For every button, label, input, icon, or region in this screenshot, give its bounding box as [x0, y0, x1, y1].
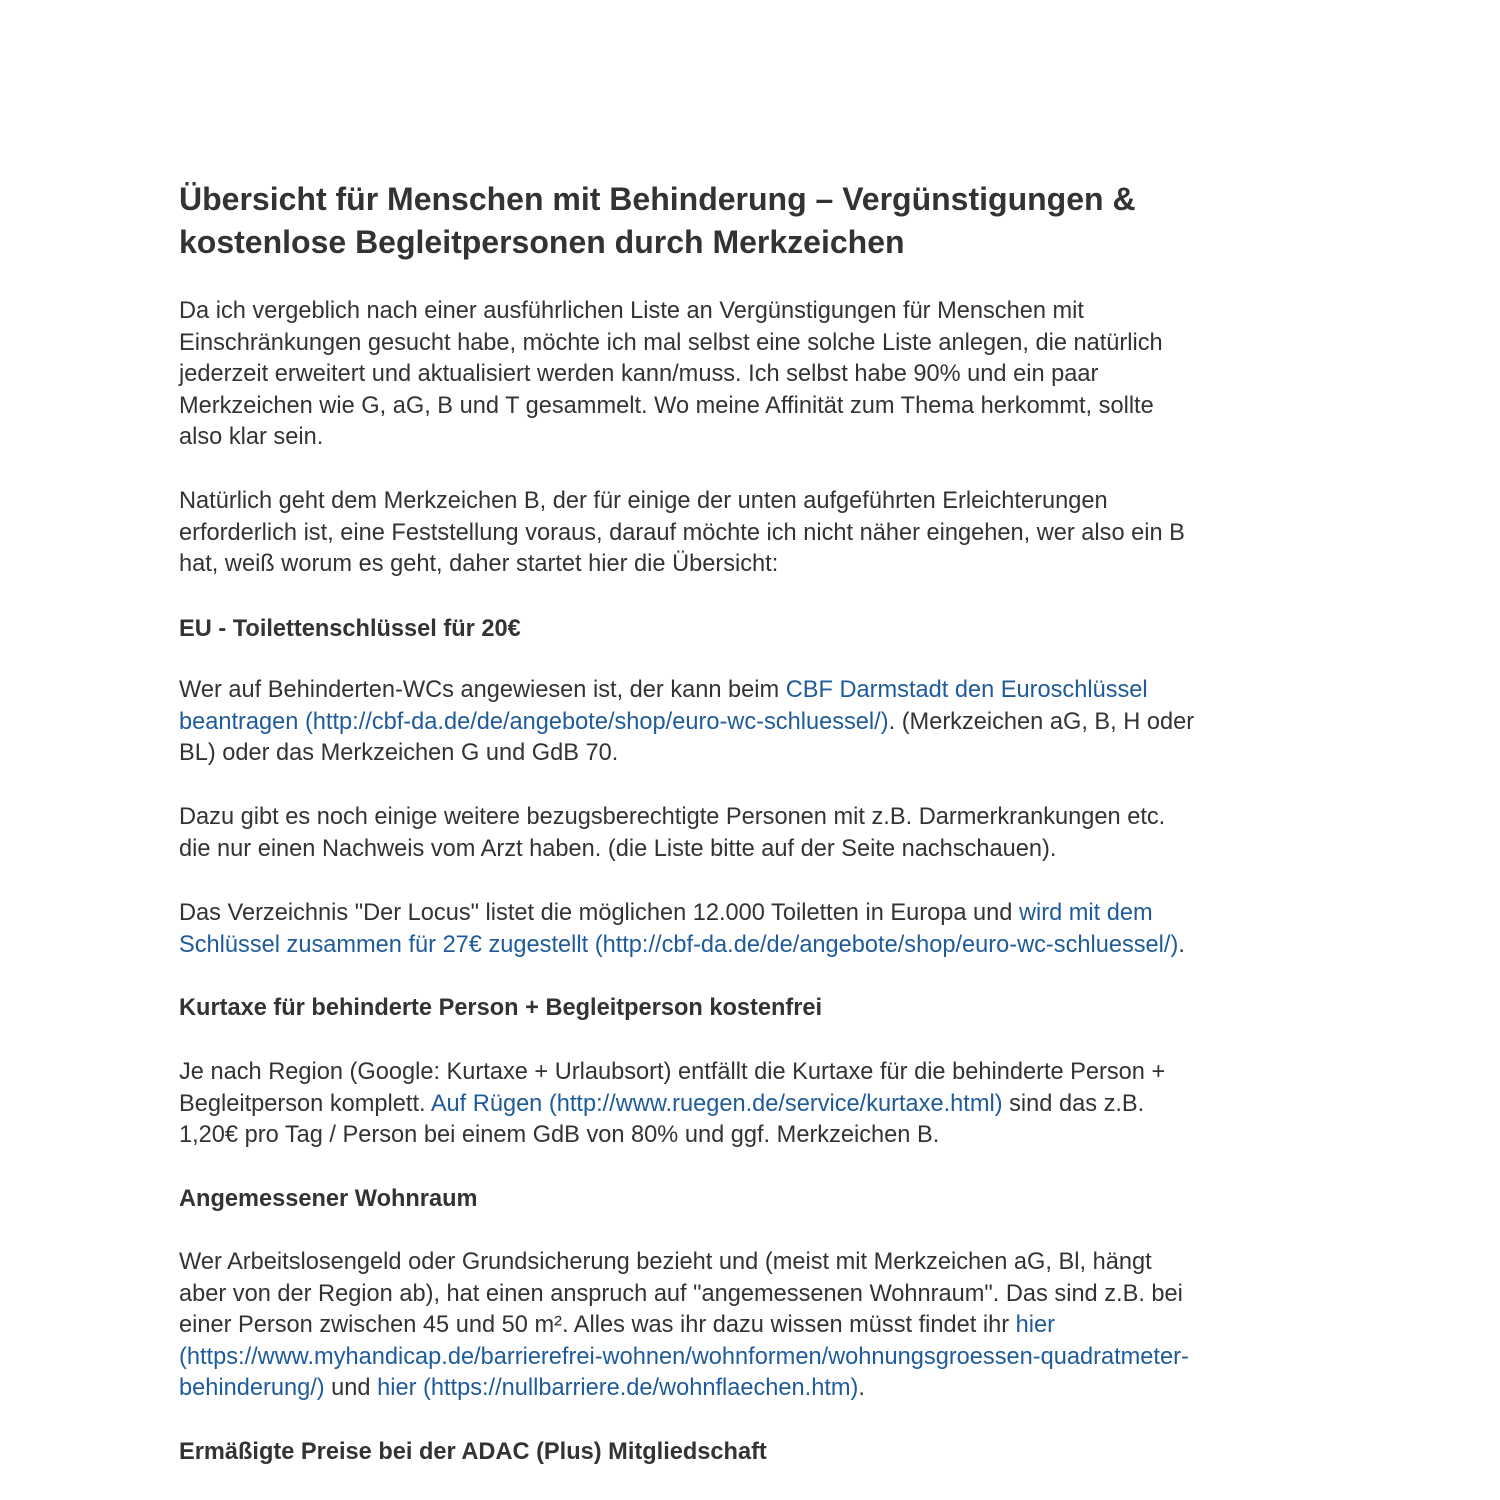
- text-line: [179, 221, 1136, 264]
- text-line: [179, 1342, 1189, 1374]
- paragraph: [179, 675, 1194, 770]
- text-line: [179, 1120, 1165, 1152]
- text-segment: Übersicht für Menschen mit Behinderung – Vergünstigungen &: [179, 181, 1136, 217]
- hyperlink[interactable]: beantragen (http://cbf-da.de/de/angebote/shop/euro-wc-schluessel/): [179, 708, 889, 735]
- text-line: [179, 518, 1185, 550]
- text-line: [179, 178, 1136, 221]
- text-line: [179, 391, 1163, 423]
- text-line: [179, 486, 1185, 518]
- hyperlink[interactable]: (https://www.myhandicap.de/barrierefrei-wohnen/wohnformen/wohnungsgroessen-quadratmeter-: [179, 1343, 1189, 1370]
- text-segment: die nur einen Nachweis vom Arzt haben. (die Liste bitte auf der Seite nachschauen).: [179, 835, 1057, 862]
- text-line: [179, 834, 1165, 866]
- text-segment: . (Merkzeichen aG, B, H oder: [888, 708, 1195, 735]
- text-segment: einer Person zwischen 45 und 50 m². Alles was ihr dazu wissen müsst findet ihr: [179, 1312, 1016, 1339]
- section-heading: [179, 1437, 767, 1469]
- text-line: [179, 296, 1163, 328]
- text-line: [179, 675, 1194, 707]
- hyperlink[interactable]: hier (https://nullbarriere.de/wohnflaechen.htm): [377, 1375, 859, 1402]
- text-segment: Merkzeichen wie G, aG, B und T gesammelt. Wo meine Affinität zum Thema herkommt, sollte: [179, 392, 1154, 419]
- text-line: [179, 1089, 1165, 1121]
- text-line: [179, 993, 822, 1025]
- section-heading: [179, 993, 822, 1025]
- text-segment: BL) oder das Merkzeichen G und GdB 70.: [179, 740, 619, 767]
- text-segment: Angemessener Wohnraum: [179, 1186, 478, 1212]
- text-line: [179, 1057, 1165, 1089]
- text-line: [179, 738, 1194, 770]
- text-line: [179, 614, 521, 646]
- paragraph: [179, 1247, 1189, 1405]
- section-heading: [179, 614, 521, 646]
- text-line: [179, 359, 1163, 391]
- text-segment: .: [858, 1375, 865, 1402]
- text-segment: jederzeit erweitert und aktualisiert werden kann/muss. Ich selbst habe 90% und ein paar: [179, 361, 1099, 388]
- text-segment: sind das z.B.: [1002, 1090, 1145, 1117]
- text-segment: Da ich vergeblich nach einer ausführlichen Liste an Vergünstigungen für Menschen mit: [179, 298, 1084, 324]
- paragraph: [179, 486, 1185, 581]
- section-heading: [179, 1184, 478, 1216]
- paragraph: [179, 1057, 1165, 1152]
- text-segment: Kurtaxe für behinderte Person + Begleitperson kostenfrei: [179, 995, 823, 1021]
- hyperlink[interactable]: Auf Rügen (http://www.ruegen.de/service/kurtaxe.html): [430, 1090, 1003, 1117]
- hyperlink[interactable]: Schlüssel zusammen für 27€ zugestellt (http://cbf-da.de/de/angebote/shop/euro-wc-schluessel/): [179, 931, 1179, 958]
- text-segment: .: [1178, 931, 1185, 958]
- text-line: [179, 1279, 1189, 1311]
- paragraph: [179, 802, 1165, 865]
- text-line: [179, 1247, 1189, 1279]
- text-segment: erforderlich ist, eine Feststellung voraus, darauf möchte ich nicht näher eingehen, wer also ein B: [179, 519, 1185, 546]
- text-segment: EU - Toilettenschlüssel für 20€: [179, 616, 521, 642]
- text-segment: Wer auf Behinderten-WCs angewiesen ist, der kann beim: [179, 677, 786, 703]
- text-line: [179, 898, 1185, 930]
- paragraph: [179, 296, 1163, 454]
- text-line: [179, 328, 1163, 360]
- text-segment: Das Verzeichnis "Der Locus" listet die möglichen 12.000 Toiletten in Europa und: [179, 900, 1019, 926]
- paragraph: [179, 898, 1185, 961]
- text-line: [179, 422, 1163, 454]
- text-line: [179, 802, 1165, 834]
- text-line: [179, 930, 1185, 962]
- text-line: [179, 1184, 478, 1216]
- text-segment: und: [324, 1375, 378, 1402]
- hyperlink[interactable]: hier: [1015, 1312, 1055, 1339]
- text-segment: Einschränkungen gesucht habe, möchte ich mal selbst eine solche Liste anlegen, die natürlich: [179, 329, 1163, 356]
- text-segment: also klar sein.: [179, 424, 324, 451]
- text-segment: Dazu gibt es noch einige weitere bezugsberechtigte Personen mit z.B. Darmerkrankungen etc.: [179, 804, 1166, 830]
- text-segment: Natürlich geht dem Merkzeichen B, der für einige der unten aufgeführten Erleichterungen: [179, 488, 1108, 514]
- text-line: [179, 1437, 767, 1469]
- text-segment: 1,20€ pro Tag / Person bei einem GdB von 80% und ggf. Merkzeichen B.: [179, 1122, 940, 1149]
- text-line: [179, 707, 1194, 739]
- text-segment: kostenlose Begleitpersonen durch Merkzeichen: [179, 224, 905, 260]
- text-line: [179, 1310, 1189, 1342]
- text-line: [179, 549, 1185, 581]
- text-segment: hat, weiß worum es geht, daher startet hier die Übersicht:: [179, 551, 779, 578]
- hyperlink[interactable]: wird mit dem: [1018, 900, 1153, 926]
- text-segment: Wer Arbeitslosengeld oder Grundsicherung bezieht und (meist mit Merkzeichen aG, Bl, hängt: [179, 1249, 1152, 1275]
- text-segment: Je nach Region (Google: Kurtaxe + Urlaubsort) entfällt die Kurtaxe für die behinderte Person +: [179, 1059, 1166, 1085]
- hyperlink[interactable]: behinderung/): [179, 1375, 325, 1402]
- text-line: [179, 1373, 1189, 1405]
- text-segment: Begleitperson komplett.: [179, 1090, 431, 1117]
- text-segment: aber von der Region ab), hat einen anspruch auf "angemessenen Wohnraum". Das sind z.B. bei: [179, 1280, 1183, 1307]
- page-title: [179, 178, 1136, 264]
- text-segment: Ermäßigte Preise bei der ADAC (Plus) Mitgliedschaft: [179, 1439, 767, 1465]
- hyperlink[interactable]: CBF Darmstadt den Euroschlüssel: [785, 677, 1148, 703]
